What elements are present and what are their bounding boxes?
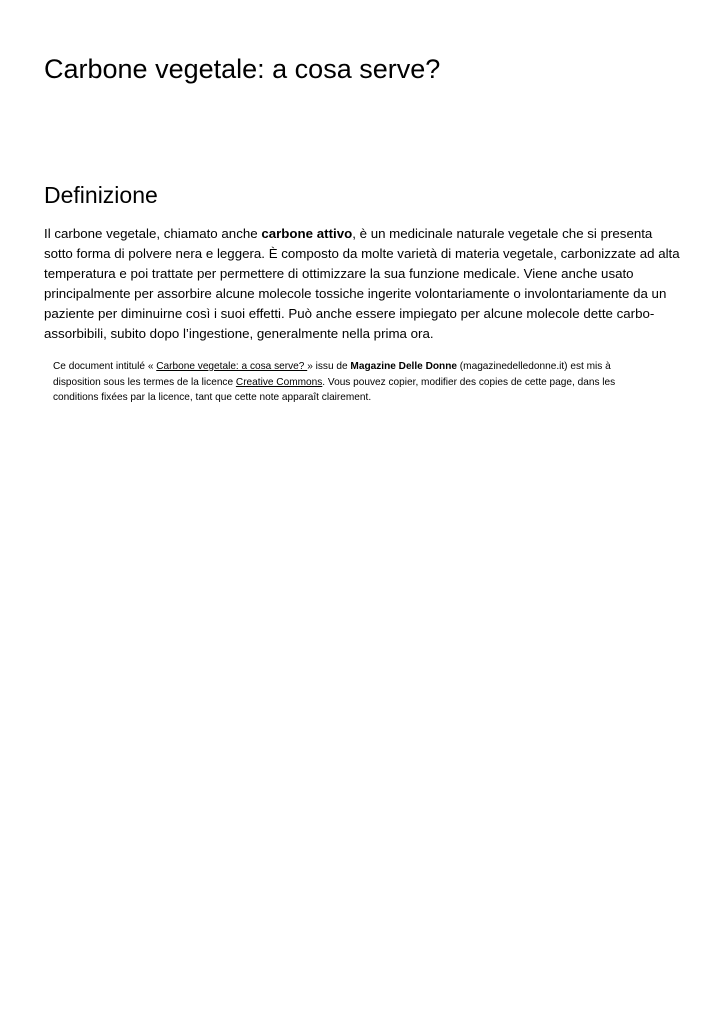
creative-commons-link[interactable]: Creative Commons [235, 376, 323, 388]
section-heading-definizione: Definizione [44, 182, 158, 208]
document-title-link[interactable]: Carbone vegetale: a cosa serve? [156, 361, 308, 372]
notice-prefix: Ce document intitulé « [53, 361, 157, 372]
definition-bold-term: carbone attivo [261, 226, 353, 241]
definition-text-start: Il carbone vegetale, chiamato anche [44, 226, 262, 241]
definition-text-rest: , è un medicinale naturale vegetale che si presenta sotto forma di polvere nera e leggera. È composto da molte varietà di materia vegetale, carbonizzate ad alta temperatura e poi trattate per permettere di ottimizzare la sua funzione medicale. Viene anche usato principalmente per assorbire alcune molecole tossiche ingerite volontariamente o involontariamente da un paziente per diminuirne così i suoi effetti. Può anche essere impiegato per alcune molecole dette carbo-assorbibili, subito dopo l’ingestione, generalmente nella prima ora. [44, 226, 680, 341]
notice-mid-2: (magazinedelledonne.it) est mis à disposition sous les termes de la licence [53, 361, 611, 388]
definition-paragraph [44, 224, 680, 343]
publisher-name: Magazine Delle Donne [350, 361, 457, 372]
license-notice [53, 359, 643, 406]
notice-suffix: . Vous pouvez copier, modifier des copies de cette page, dans les conditions fixées par la licence, tant que cette note apparaît clairement. [53, 376, 616, 403]
page-title: Carbone vegetale: a cosa serve? [44, 54, 441, 84]
notice-mid-1: » issu de [307, 361, 351, 372]
